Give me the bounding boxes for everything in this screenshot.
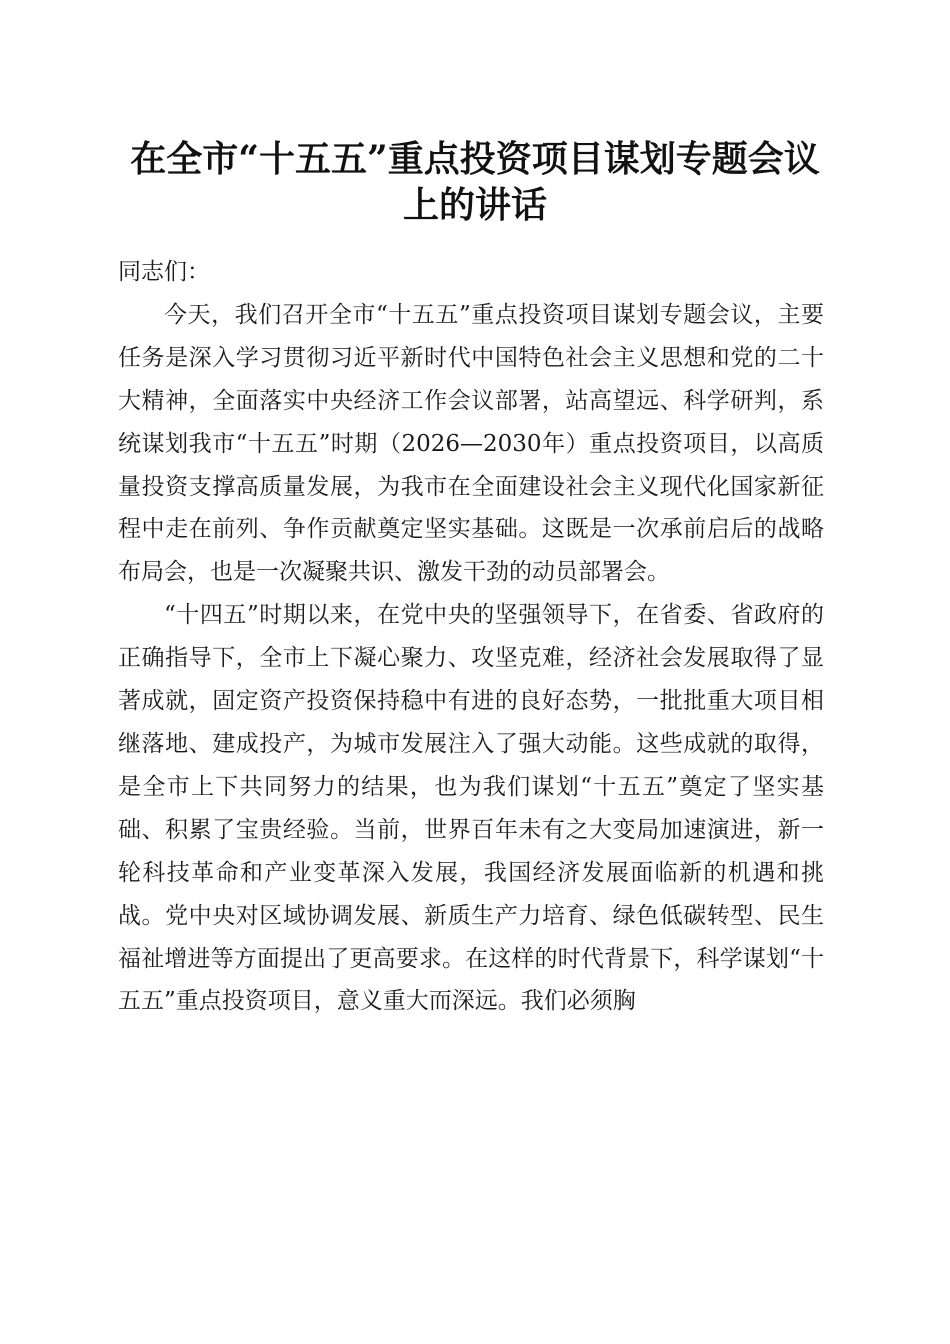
title-line-1: 在全市“十五五”重点投资项目谋划专题会议 xyxy=(130,138,820,180)
title-line-2: 上的讲话 xyxy=(402,184,547,226)
salutation: 同志们： xyxy=(118,259,210,285)
document-body xyxy=(118,251,824,1023)
document-title xyxy=(110,136,840,228)
paragraph-2: “十四五”时期以来，在党中央的坚强领导下，在省委、省政府的正确指导下，全市上下凝心聚力、攻坚克难，经济社会发展取得了显著成就，固定资产投资保持稳中有进的良好态势，一批批重大项目相继落地、建成投产，为城市发展注入了强大动能。这些成就的取得，是全市上下共同努力的结果，也为我们谋划“十五五”奠定了坚实基础、积累了宝贵经验。当前，世界百年未有之大变局加速演进，新一轮科技革命和产业变革深入发展，我国经济发展面临新的机遇和挑战。党中央对区域协调发展、新质生产力培育、绿色低碳转型、民生福祉增进等方面提出了更高要求。在这样的时代背景下，科学谋划“十五五”重点投资项目，意义重大而深远。我们必须胸 xyxy=(118,602,824,1015)
paragraph-1: 今天，我们召开全市“十五五”重点投资项目谋划专题会议，主要任务是深入学习贯彻习近平新时代中国特色社会主义思想和党的二十大精神，全面落实中央经济工作会议部署，站高望远、科学研判，系统谋划我市“十五五”时期（2026—2030年）重点投资项目，以高质量投资支撑高质量发展，为我市在全面建设社会主义现代化国家新征程中走在前列、争作贡献奠定坚实基础。这既是一次承前启后的战略布局会，也是一次凝聚共识、激发干劲的动员部署会。 xyxy=(118,301,824,586)
